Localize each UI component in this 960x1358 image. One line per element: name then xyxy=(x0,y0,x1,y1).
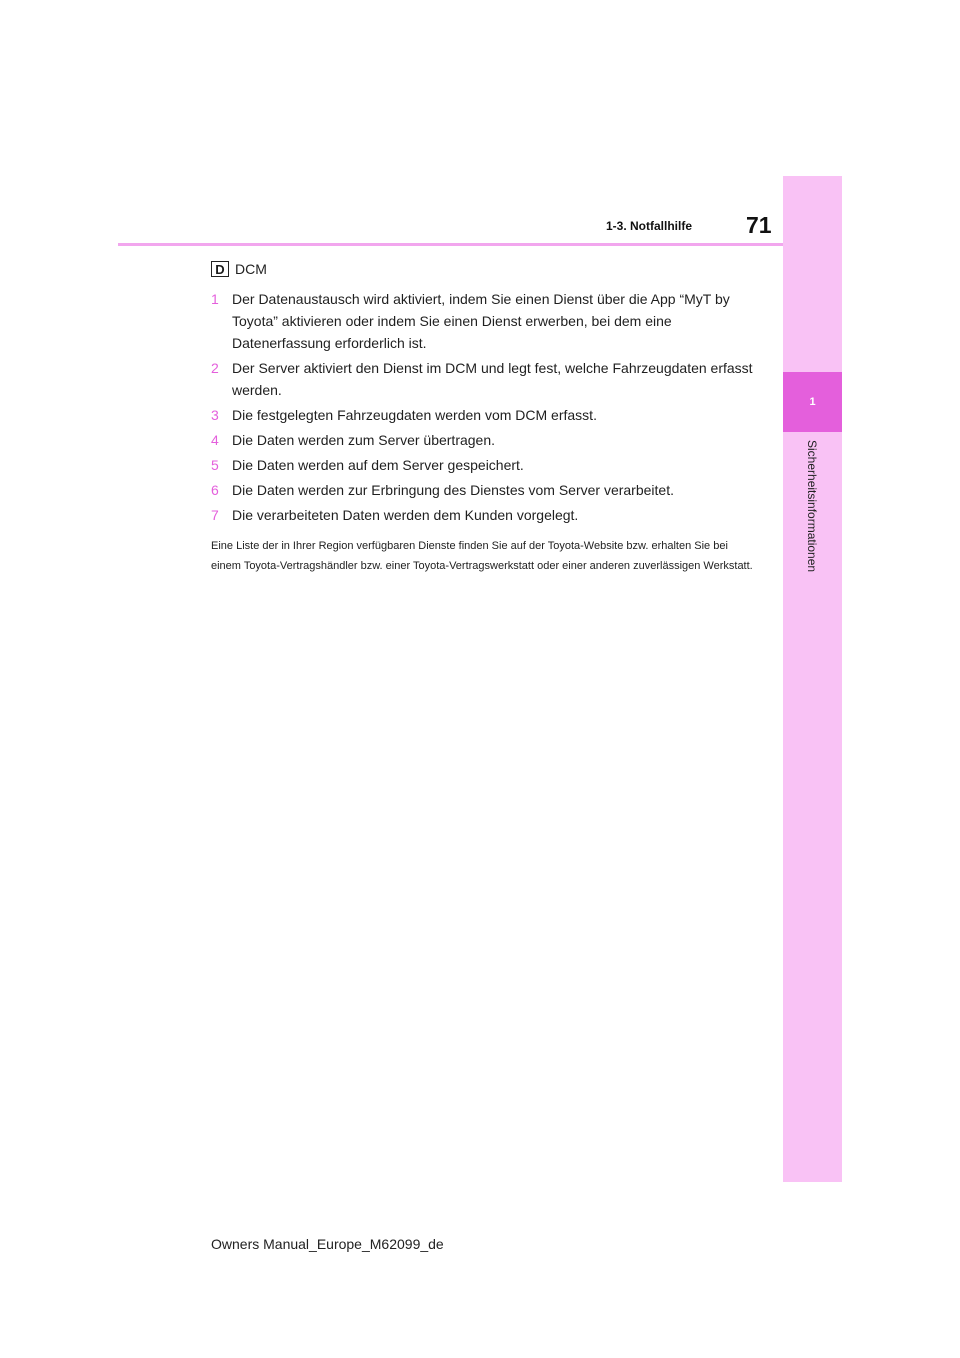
step-number: 4 xyxy=(211,432,219,448)
step-item xyxy=(211,429,771,451)
step-text: Der Server aktiviert den Dienst im DCM und legt fest, welche Fahrzeugdaten erfasst werden. xyxy=(232,360,753,398)
main-content xyxy=(211,258,771,576)
step-number: 2 xyxy=(211,360,219,376)
step-text: Die Daten werden auf dem Server gespeichert. xyxy=(232,457,524,473)
step-item xyxy=(211,479,771,501)
step-item xyxy=(211,454,771,476)
step-number: 6 xyxy=(211,482,219,498)
step-item xyxy=(211,288,771,354)
step-text: Die Daten werden zum Server übertragen. xyxy=(232,432,496,448)
step-text: Der Datenaustausch wird aktiviert, indem Sie einen Dienst über die App “MyT by Toyota” aktivieren oder indem Sie einen Dienst erwerben, bei dem eine Datenerfassung erforderlich ist. xyxy=(232,291,730,351)
step-number: 1 xyxy=(211,291,219,307)
step-number: 5 xyxy=(211,457,219,473)
chapter-side-tab xyxy=(783,176,842,1182)
step-text: Die Daten werden zur Erbringung des Dienstes vom Server verarbeitet. xyxy=(232,482,674,498)
step-number: 7 xyxy=(211,507,219,523)
step-item xyxy=(211,404,771,426)
heading-text: DCM xyxy=(235,261,267,277)
callout-label: D xyxy=(211,261,229,277)
note-text: Eine Liste der in Ihrer Region verfügbaren Dienste finden Sie auf der Toyota-Website bzw. erhalten Sie bei einem Toyota-Vertragshändler bzw. einer Toyota-Vertragswerkstatt oder einer anderen zuverlässigen Werkstatt. xyxy=(211,540,753,572)
header-rule xyxy=(118,243,783,246)
step-text: Die verarbeiteten Daten werden dem Kunden vorgelegt. xyxy=(232,507,579,523)
page-number: 71 xyxy=(746,212,772,238)
footer-text: Owners Manual_Europe_M62099_de xyxy=(211,1236,444,1252)
chapter-number-tab xyxy=(783,372,842,432)
step-item xyxy=(211,357,771,401)
section-heading xyxy=(211,258,771,280)
section-title: 1-3. Notfallhilfe xyxy=(606,219,693,233)
step-number: 3 xyxy=(211,407,219,423)
chapter-number: 1 xyxy=(809,396,816,408)
step-item xyxy=(211,504,771,526)
step-text: Die festgelegten Fahrzeugdaten werden vom DCM erfasst. xyxy=(232,407,597,423)
chapter-title: Sicherheitsinformationen xyxy=(805,440,819,573)
